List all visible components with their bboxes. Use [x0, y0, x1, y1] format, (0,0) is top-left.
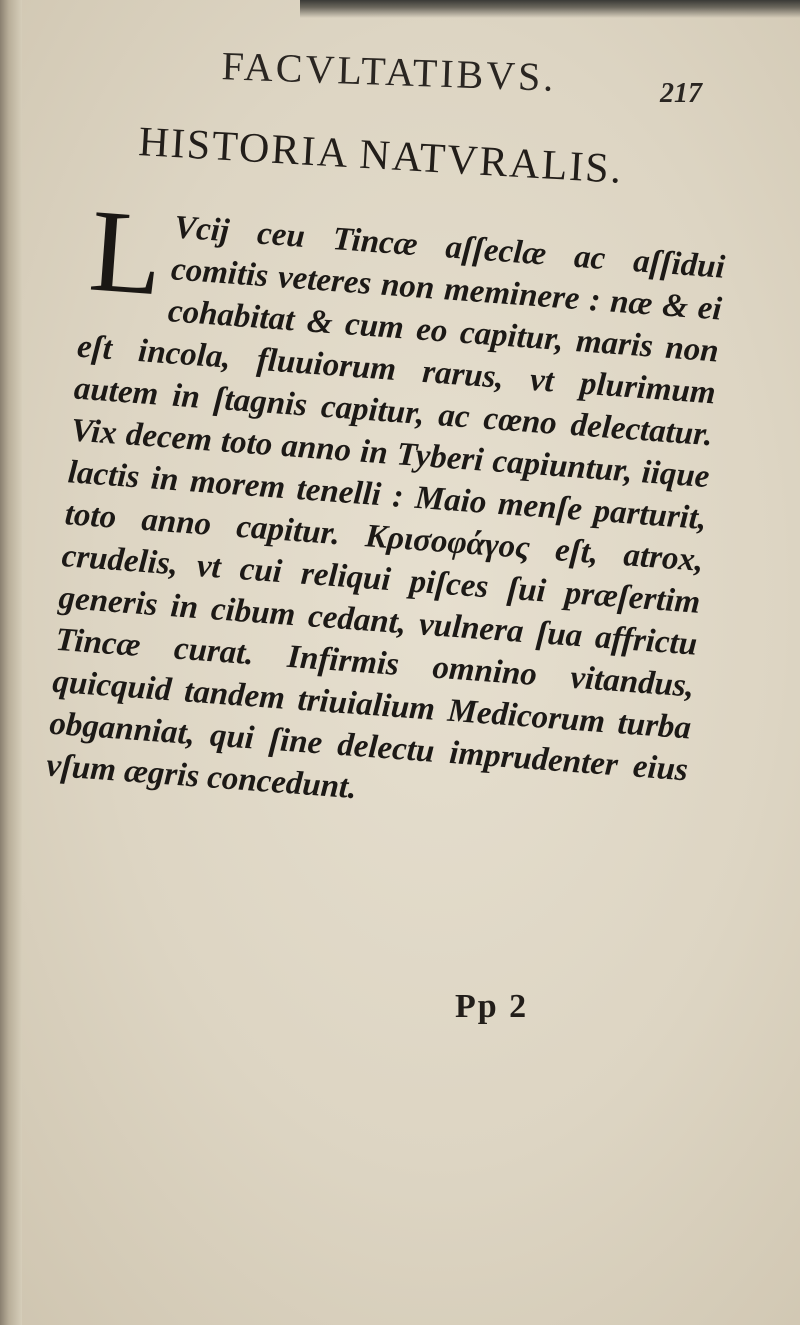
running-head: FACVLTATIBVS.	[220, 43, 558, 100]
body-paragraph-block	[45, 184, 727, 833]
body-paragraph: Vcij ceu Tincæ aſſeclæ ac aſſidui comitis veteres non meminere : næ & ei cohabitat & cum eo capitur, maris non eſt incola, fluuiorum rarus, vt plurimum autem in ſtagnis capitur, ac cœno delectatur. Vix decem toto anno in Tyberi capiuntur, iique lactis in morem tenelli : Maio menſe parturit, toto anno capitur. Κρισοφάγος eſt, atrox, crudelis, vt cui reliqui piſces ſui præſertim generis in cibum cedant, vulnera ſua affrictu Tincæ curat. Infirmis omnino vitandus, quicquid tandem triuialium Medicorum turba obganniat, qui ſine delectu imprudenter eius vſum ægris concedunt.	[45, 209, 727, 807]
page-top-edge	[300, 0, 800, 18]
signature-mark: Pp 2	[455, 988, 529, 1025]
page-number: 217	[660, 78, 702, 109]
section-title: HISTORIA NATVRALIS.	[137, 118, 625, 193]
binding-edge	[0, 0, 22, 1325]
drop-cap: L	[85, 184, 168, 321]
